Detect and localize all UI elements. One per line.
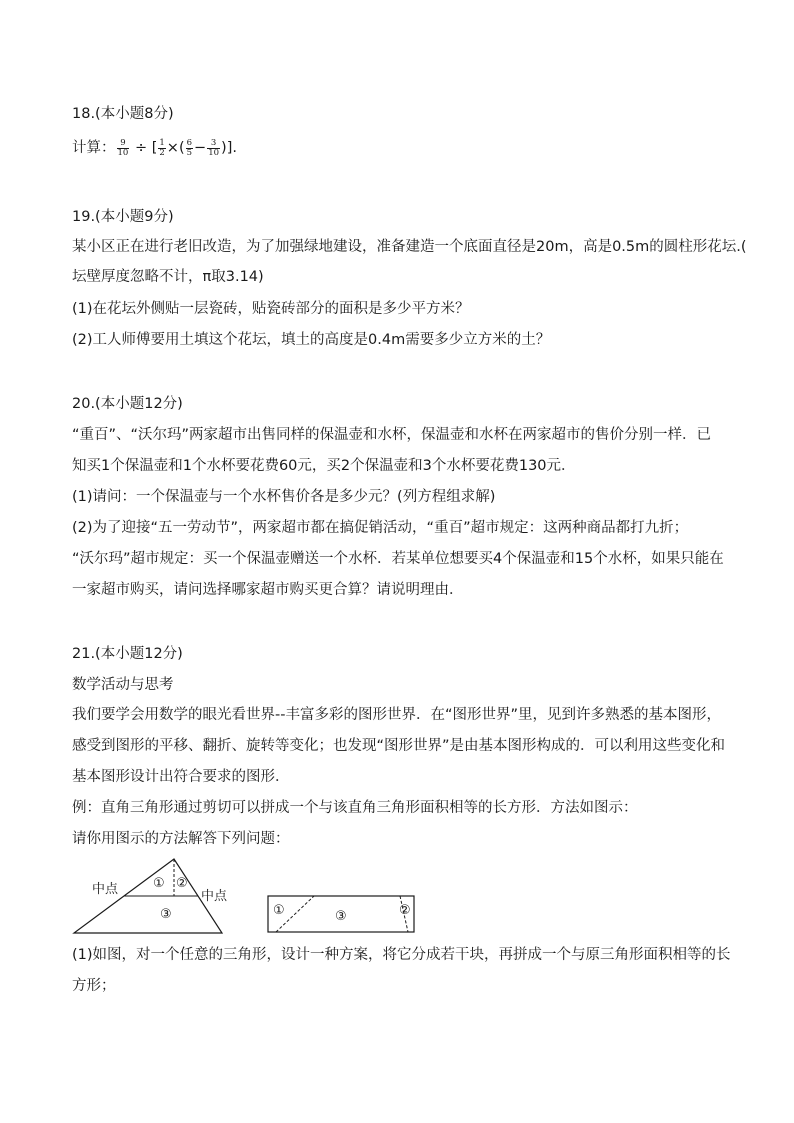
fraction-1-2: $\frac{1}{2}$ bbox=[159, 137, 165, 158]
times-sign: × bbox=[166, 140, 179, 156]
q21-sub1-line2: 方形； bbox=[72, 978, 116, 994]
close-brackets: )]. bbox=[221, 140, 237, 156]
q20-header: 20.(本小题12分) bbox=[72, 396, 183, 412]
rect-piece3: ③ bbox=[335, 909, 347, 924]
fraction-6-5: $\frac{6}{5}$ bbox=[186, 137, 193, 158]
tri-piece3: ③ bbox=[160, 907, 172, 922]
q21-title: 数学活动与思考 bbox=[72, 677, 174, 693]
q21-sub1-line1: (1)如图，对一个任意的三角形，设计一种方案，将它分成若干块，再拼成一个与原三角形面积相等的长 bbox=[72, 947, 731, 963]
q18-prefix: 计算： bbox=[72, 140, 116, 156]
open-paren: ( bbox=[178, 140, 185, 156]
q21-para-line3: 基本图形设计出符合要求的图形． bbox=[72, 769, 290, 785]
rect-piece1: ① bbox=[273, 903, 285, 918]
q18-expression bbox=[72, 138, 237, 158]
q20-sub1: (1)请问：一个保温壶与一个水杯售价各是多少元？(列方程组求解) bbox=[72, 489, 496, 505]
q18-header: 18.(本小题8分) bbox=[72, 106, 174, 122]
q21-header: 21.(本小题12分) bbox=[72, 646, 183, 662]
fraction-9-10: $\frac{9}{10}$ bbox=[117, 137, 129, 158]
q21-para-line2: 感受到图形的平移、翻折、旋转等变化；也发现“图形世界”是由基本图形构成的．可以利用这些变化和 bbox=[72, 738, 726, 754]
q19-sub1: (1)在花坛外侧贴一层瓷砖，贴瓷砖部分的面积是多少平方米？ bbox=[72, 301, 470, 317]
tri-piece1: ① bbox=[153, 876, 165, 891]
rect-piece2: ② bbox=[399, 903, 411, 918]
q20-line2: 知买1个保温壶和1个水杯要花费60元，买2个保温壶和3个水杯要花费130元． bbox=[72, 458, 576, 474]
q20-sub2-line2: “沃尔玛”超市规定：买一个保温壶赠送一个水杯．若某单位想要买4个保温壶和15个水杯，如果只能在 bbox=[72, 551, 724, 567]
q19-header: 19.(本小题9分) bbox=[72, 209, 174, 225]
q20-sub2-line3: 一家超市购买，请问选择哪家超市购买更合算？请说明理由． bbox=[72, 582, 464, 598]
q19-line1: 某小区正在进行老旧改造，为了加强绿地建设，准备建造一个底面直径是20m，高是0.5m的圆柱形花坛.( bbox=[72, 239, 747, 255]
tri-piece2: ② bbox=[176, 876, 188, 891]
minus-sign: − bbox=[194, 140, 207, 156]
q21-instruction: 请你用图示的方法解答下列问题： bbox=[72, 831, 290, 847]
q21-para-line1: 我们要学会用数学的眼光看世界--丰富多彩的图形世界．在“图形世界”里，见到许多熟悉的基本图形， bbox=[72, 707, 721, 723]
right-mid-label: 中点 bbox=[201, 889, 228, 904]
q21-example: 例：直角三角形通过剪切可以拼成一个与该直角三角形面积相等的长方形．方法如图示： bbox=[72, 800, 638, 816]
left-mid-label: 中点 bbox=[92, 882, 119, 897]
triangle-rectangle-diagram bbox=[70, 855, 430, 937]
divide-sign: ÷ bbox=[134, 140, 148, 156]
fraction-3-10: $\frac{3}{10}$ bbox=[208, 137, 220, 158]
q20-line1: “重百”、“沃尔玛”两家超市出售同样的保温壶和水杯，保温壶和水杯在两家超市的售价分别一样．已 bbox=[72, 427, 712, 443]
q19-line2: 坛壁厚度忽略不计，π取3.14) bbox=[72, 269, 264, 285]
open-bracket: [ bbox=[151, 140, 158, 156]
q19-sub2: (2)工人师傅要用土填这个花坛，填土的高度是0.4m需要多少立方米的土？ bbox=[72, 332, 551, 348]
q20-sub2-line1: (2)为了迎接“五一劳动节”，两家超市都在搞促销活动，“重百”超市规定：这两种商品都打九折； bbox=[72, 520, 689, 536]
q21-figure bbox=[70, 855, 430, 941]
